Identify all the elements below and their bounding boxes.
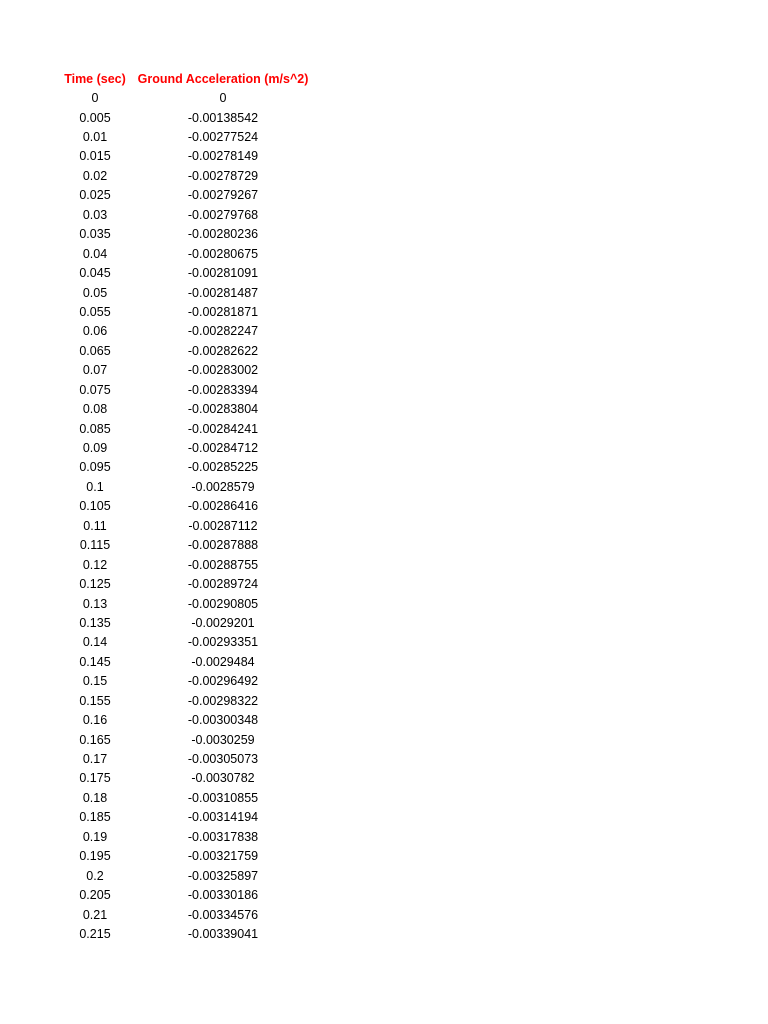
time-cell: 0.075: [79, 382, 111, 397]
table-row: [60, 827, 330, 846]
acceleration-cell: -0.00279267: [187, 188, 259, 203]
acceleration-cell: -0.00278149: [187, 149, 259, 164]
time-cell: 0.115: [79, 538, 111, 553]
acceleration-cell: -0.00317838: [187, 829, 259, 844]
acceleration-cell: -0.00283394: [187, 382, 259, 397]
time-cell: 0.035: [79, 227, 111, 242]
table-row: [60, 808, 330, 827]
table-row: [60, 536, 330, 555]
acceleration-cell: -0.00283002: [187, 363, 259, 378]
acceleration-cell: -0.00285225: [187, 460, 259, 475]
table-row: [60, 341, 330, 360]
table-row: [60, 710, 330, 729]
time-cell: 0.01: [82, 130, 108, 145]
table-row: [60, 186, 330, 205]
table-row: [60, 497, 330, 516]
data-table: [60, 69, 330, 944]
time-cell: 0.02: [82, 168, 108, 183]
acceleration-cell: -0.00290805: [187, 596, 259, 611]
time-cell: 0.175: [79, 771, 111, 786]
acceleration-cell: -0.00334576: [187, 907, 259, 922]
time-cell: 0.165: [79, 732, 111, 747]
acceleration-cell: -0.00330186: [187, 888, 259, 903]
acceleration-cell: -0.0029484: [191, 654, 255, 669]
table-row: [60, 458, 330, 477]
acceleration-cell: -0.00281871: [187, 304, 259, 319]
acceleration-cell: -0.0030259: [191, 732, 255, 747]
acceleration-cell: -0.00280675: [187, 246, 259, 261]
table-row: [60, 691, 330, 710]
time-cell: 0.07: [82, 363, 108, 378]
acceleration-cell: -0.00339041: [187, 926, 259, 941]
acceleration-cell: -0.00278729: [187, 168, 259, 183]
table-row: [60, 263, 330, 282]
table-row: [60, 127, 330, 146]
header-row: [60, 69, 330, 88]
table-row: [60, 574, 330, 593]
time-cell: 0.14: [82, 635, 108, 650]
table-row: [60, 438, 330, 457]
time-cell: 0.095: [79, 460, 111, 475]
time-cell: 0.04: [82, 246, 108, 261]
table-row: [60, 399, 330, 418]
time-cell: 0.18: [82, 790, 108, 805]
time-cell: 0.125: [79, 577, 111, 592]
acceleration-cell: -0.00282622: [187, 343, 259, 358]
acceleration-cell: -0.00325897: [187, 868, 259, 883]
acceleration-cell: -0.00287888: [187, 538, 259, 553]
table-row: [60, 555, 330, 574]
time-cell: 0.145: [79, 654, 111, 669]
time-cell: 0.105: [79, 499, 111, 514]
table-row: [60, 788, 330, 807]
acceleration-cell: -0.00310855: [187, 790, 259, 805]
time-cell: 0.21: [82, 907, 108, 922]
acceleration-cell: -0.00289724: [187, 577, 259, 592]
table-row: [60, 924, 330, 943]
table-row: [60, 283, 330, 302]
table-row: [60, 613, 330, 632]
acceleration-cell: -0.00305073: [187, 752, 259, 767]
time-cell: 0.015: [79, 149, 111, 164]
table-row: [60, 108, 330, 127]
table-row: [60, 166, 330, 185]
acceleration-cell: -0.00300348: [187, 713, 259, 728]
time-cell: 0.12: [82, 557, 108, 572]
acceleration-cell: -0.00282247: [187, 324, 259, 339]
time-cell: 0.2: [86, 868, 104, 883]
time-cell: 0.005: [79, 110, 111, 125]
table-body: [60, 88, 330, 943]
acceleration-cell: -0.00296492: [187, 674, 259, 689]
time-cell: 0.215: [79, 926, 111, 941]
table-row: [60, 594, 330, 613]
acceleration-cell: -0.00293351: [187, 635, 259, 650]
table-row: [60, 419, 330, 438]
acceleration-cell: -0.0030782: [191, 771, 255, 786]
acceleration-cell: -0.00298322: [187, 693, 259, 708]
acceleration-cell: -0.0028579: [191, 479, 255, 494]
table-row: [60, 477, 330, 496]
time-cell: 0.065: [79, 343, 111, 358]
acceleration-cell: -0.00284241: [187, 421, 259, 436]
acceleration-cell: -0.00277524: [187, 130, 259, 145]
time-cell: 0.085: [79, 421, 111, 436]
time-cell: 0.205: [79, 888, 111, 903]
acceleration-cell: -0.00283804: [187, 402, 259, 417]
time-cell: 0.055: [79, 304, 111, 319]
table-row: [60, 205, 330, 224]
table-row: [60, 516, 330, 535]
table-row: [60, 885, 330, 904]
acceleration-cell: -0.00281487: [187, 285, 259, 300]
time-cell: 0.05: [82, 285, 108, 300]
time-cell: 0.13: [82, 596, 108, 611]
acceleration-cell: 0: [219, 91, 227, 106]
time-cell: 0.1: [86, 479, 104, 494]
time-cell: 0.03: [82, 207, 108, 222]
time-cell: 0.15: [82, 674, 108, 689]
time-cell: 0.16: [82, 713, 108, 728]
acceleration-cell: -0.00279768: [187, 207, 259, 222]
acceleration-cell: -0.00138542: [187, 110, 259, 125]
acceleration-cell: -0.00287112: [188, 518, 258, 533]
table-row: [60, 633, 330, 652]
time-column-header: Time (sec): [64, 71, 126, 86]
acceleration-cell: -0.00321759: [187, 849, 259, 864]
acceleration-column-header: Ground Acceleration (m/s^2): [137, 71, 309, 86]
time-cell: 0.195: [79, 849, 111, 864]
table-row: [60, 672, 330, 691]
time-cell: 0.155: [79, 693, 111, 708]
table-row: [60, 866, 330, 885]
table-row: [60, 652, 330, 671]
table-row: [60, 730, 330, 749]
acceleration-cell: -0.00284712: [187, 441, 259, 456]
acceleration-cell: -0.00288755: [187, 557, 259, 572]
table-row: [60, 361, 330, 380]
table-row: [60, 769, 330, 788]
time-cell: 0.11: [83, 518, 107, 533]
time-cell: 0.025: [79, 188, 111, 203]
table-row: [60, 322, 330, 341]
table-row: [60, 88, 330, 107]
time-cell: 0.08: [82, 402, 108, 417]
time-cell: 0.045: [79, 266, 111, 281]
table-row: [60, 905, 330, 924]
time-cell: 0.135: [79, 615, 111, 630]
time-cell: 0.06: [82, 324, 108, 339]
time-cell: 0.17: [82, 752, 108, 767]
acceleration-cell: -0.00314194: [187, 810, 259, 825]
time-cell: 0.19: [82, 829, 108, 844]
time-cell: 0: [91, 91, 99, 106]
time-cell: 0.09: [82, 441, 108, 456]
acceleration-cell: -0.00286416: [187, 499, 259, 514]
acceleration-cell: -0.0029201: [191, 615, 255, 630]
table-row: [60, 749, 330, 768]
table-row: [60, 847, 330, 866]
time-cell: 0.185: [79, 810, 111, 825]
acceleration-cell: -0.00280236: [187, 227, 259, 242]
acceleration-cell: -0.00281091: [187, 266, 259, 281]
table-row: [60, 302, 330, 321]
table-row: [60, 147, 330, 166]
table-row: [60, 244, 330, 263]
table-row: [60, 380, 330, 399]
table-row: [60, 225, 330, 244]
